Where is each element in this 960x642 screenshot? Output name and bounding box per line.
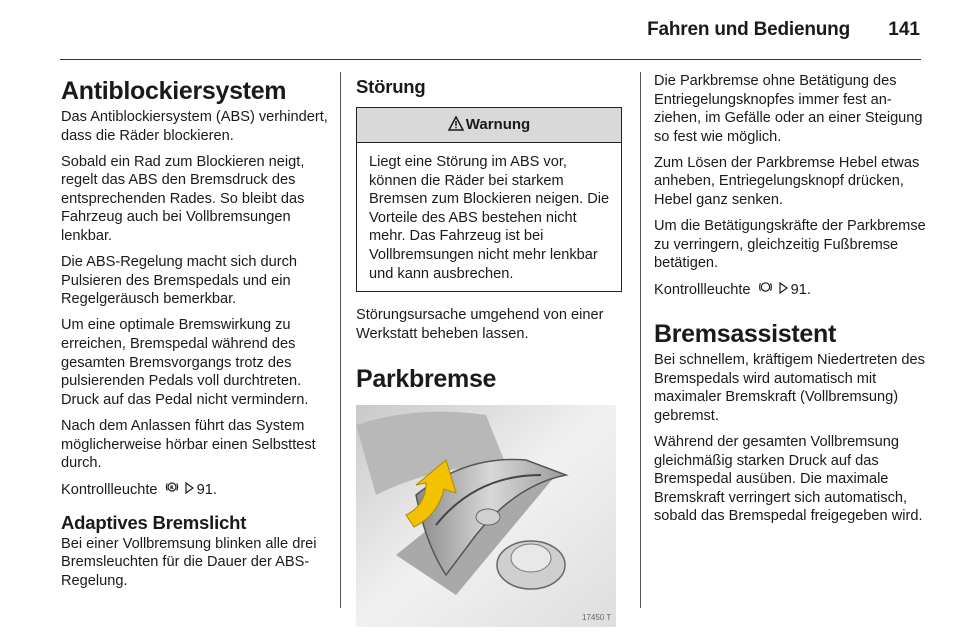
warning-triangle-icon — [448, 110, 464, 144]
section-heading-stoerung: Störung — [356, 76, 426, 97]
column-divider-2 — [640, 72, 641, 608]
column-1 — [61, 72, 329, 598]
header-divider — [60, 59, 921, 60]
warning-box — [356, 107, 622, 292]
paragraph: Nach dem Anlassen führt das System möglicherweise hörbar einen Selbsttest durch. — [61, 417, 316, 472]
paragraph: Störungsursache umgehend von einer Werkstatt beheben lassen. — [356, 307, 604, 342]
page-header — [0, 0, 960, 60]
section-heading-parkbremse: Parkbremse — [356, 365, 497, 394]
section-heading-bremsassistent: Bremsassistent — [654, 320, 837, 349]
page-reference-arrow-icon — [185, 481, 194, 500]
indicator-label: Kontrollleuchte — [654, 282, 751, 299]
image-code: 17450 T — [582, 613, 612, 623]
paragraph: Die Parkbremse ohne Betätigung des Entriegelungsknopfes immer fest anziehen, im Gefälle oder an einer Steigung so fest wie möglich. — [654, 73, 923, 145]
parking-brake-photo — [356, 405, 616, 627]
warning-header — [357, 108, 621, 143]
subheading-adaptive-brake-light: Adaptives Bremslicht — [61, 511, 247, 533]
section-heading-abs: Antiblockiersystem — [61, 77, 287, 105]
paragraph: Bei einer Vollbremsung blinken alle drei Bremsleuchten für die Dauer der ABS-Regelung. — [61, 535, 317, 589]
paragraph: Um die Betätigungskräfte der Parkbremse zu verringern, gleichzeitig Fußbremse betätigen. — [654, 218, 926, 272]
paragraph: Um eine optimale Bremswirkung zu erreichen, Bremspedal während des gesamten Bremsvorgangs trotz des pulsierenden Pedals voll durchtreten. Druck auf das Pedal nicht vermindern. — [61, 317, 309, 408]
paragraph: Während der gesamten Vollbremsung gleichmäßig starken Druck auf das Bremspedal ausüben. Die maximale Bremskraft verringert sich automatisch, sobald das Bremspedal freigegeben wird. — [654, 433, 923, 525]
warning-text: Liegt eine Störung im ABS vor, können die Räder bei starkem Bremsen zum Blockieren neigen. Die Vorteile des ABS bestehen nicht mehr. Das Fahrzeug ist bei Vollbremsungen nicht mehr lenkbar und kann ausbrechen. — [369, 154, 610, 282]
column-3 — [654, 72, 926, 533]
paragraph: Die ABS-Regelung macht sich durch Pulsieren des Bremspedals und ein Regelgeräusch bemerkbar. — [61, 254, 298, 308]
paragraph: Das Antiblockiersystem (ABS) verhindert, dass die Räder blockieren. — [61, 109, 328, 144]
parking-brake-light-icon — [758, 280, 773, 300]
paragraph: Sobald ein Rad zum Blockieren neigt, regelt das ABS den Bremsdruck des entsprechenden Rades. So bleibt das Fahrzeug auch bei Vollbremsungen lenkbar. — [61, 153, 305, 245]
page-reference: 91. — [196, 482, 217, 499]
chapter-title: Fahren und Bedienung — [647, 19, 850, 40]
paragraph: Bei schnellem, kräftigem Niedertreten des Bremspedals wird automatisch mit maximaler Bremskraft (Vollbremsung) gebremst. — [654, 352, 925, 424]
paragraph: Zum Lösen der Parkbremse Hebel etwas anheben, Entriegelungsknopf drücken, Hebel ganz senken. — [654, 154, 920, 209]
page-reference-arrow-icon — [779, 281, 788, 300]
page-number: 141 — [888, 19, 920, 40]
column-divider-1 — [340, 72, 341, 608]
abs-warning-light-icon — [165, 480, 179, 500]
warning-title: Warnung — [465, 116, 531, 133]
indicator-label: Kontrollleuchte — [61, 482, 158, 499]
indicator-reference — [61, 480, 329, 500]
indicator-reference — [654, 280, 926, 300]
column-2 — [356, 72, 626, 627]
page-reference: 91. — [790, 282, 811, 299]
